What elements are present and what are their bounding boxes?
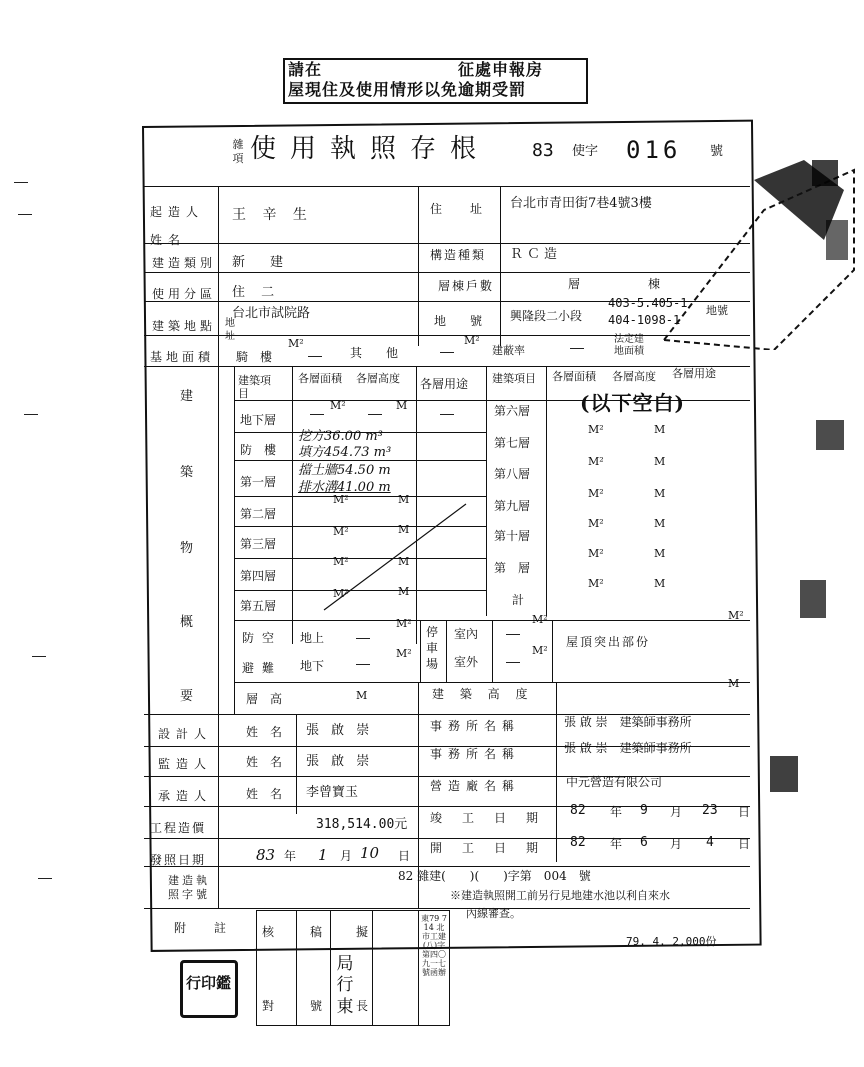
adjacent-page-mark (812, 160, 838, 186)
rule (144, 806, 750, 807)
unit-m2: M² (532, 644, 548, 657)
rule (234, 682, 750, 683)
contractor-office-label: 營造廠名稱 (430, 779, 521, 793)
rule (418, 186, 419, 346)
margin-mark (18, 214, 32, 215)
building-type-value: 新 建 (232, 255, 290, 270)
issue-label: 發照日期 (150, 853, 207, 867)
applicant-label: 起造人姓名 (150, 205, 205, 247)
adjacent-page-mark (816, 420, 844, 450)
issue-d: 日 (398, 849, 411, 863)
cost-value: 318,514.00元 (316, 817, 408, 832)
unit-m2: M² (728, 609, 744, 622)
section-char-2: 築 (180, 465, 194, 480)
supervisor-role: 監造人 (158, 757, 213, 771)
other-unit: M² (464, 334, 480, 347)
complete-m: 月 (670, 805, 683, 819)
rule (486, 366, 487, 616)
floors-header-area: 各層面積 (298, 372, 342, 385)
issue-day: 10 (360, 844, 380, 862)
arcade-unit: M² (288, 337, 304, 350)
unit-m: M (398, 493, 410, 506)
rule (420, 620, 421, 682)
other-label: 其 他 (350, 346, 405, 360)
other-blank (440, 352, 454, 353)
right-floor-6: 第 層 (494, 561, 531, 575)
header-series: 使字 (572, 144, 599, 159)
rule (234, 400, 750, 401)
floors-unit: 層 (568, 277, 581, 291)
page-title: 使用執照存根 (250, 134, 491, 164)
unit-m2: M² (588, 487, 604, 500)
arcade-label: 騎 樓 (236, 350, 273, 364)
approval-col-1: 核 (262, 925, 275, 939)
complete-month: 9 (640, 803, 648, 818)
adjacent-page-mark (800, 580, 826, 618)
roof-label: 屋頂突出部份 (566, 635, 651, 649)
left-floor-3: 第一層 (240, 475, 277, 489)
unit-m: M (654, 517, 666, 530)
floors-header-item: 建築項目 (238, 374, 271, 400)
rule (292, 366, 293, 644)
parking-label: 停車場 (426, 625, 439, 671)
adjacent-page-mark (770, 756, 798, 792)
structure-label: 構造種類 (430, 248, 487, 262)
notice-line-2: 屋現住及使用情形以免逾期受罰 (288, 80, 527, 99)
unit-m: M (654, 547, 666, 560)
contractor-name-label: 姓 名 (246, 787, 283, 801)
base-area-label: 基地面積 (150, 350, 215, 364)
unit-m2: M² (333, 587, 349, 600)
floors-header-height-2: 各層高度 (612, 370, 656, 383)
right-floor-4: 第九層 (494, 499, 531, 513)
margin-mark (32, 656, 46, 657)
left-floor-6: 第四層 (240, 569, 277, 583)
section-char-3: 物 (180, 541, 194, 556)
unit-m: M (398, 555, 410, 568)
notice-line-1: 請在 征處申報房 (288, 60, 544, 79)
permit-label: 建造執照字號 (168, 874, 210, 901)
unit-m2: M² (588, 577, 604, 590)
issue-y: 年 (284, 849, 297, 863)
rule (552, 620, 553, 682)
rule (492, 620, 493, 682)
applicant-address: 台北市青田街7巷4號3樓 (510, 196, 652, 211)
approval-col-3: 擬 (356, 925, 369, 939)
lot-label: 地 號 (434, 314, 489, 328)
rule (556, 682, 557, 862)
margin-mark (14, 182, 28, 183)
coverage-label: 建蔽率 (492, 344, 525, 357)
supervisor-name: 張 啟 崇 (306, 754, 374, 769)
complete-label: 竣 工 日 期 (430, 811, 543, 825)
rule (144, 838, 750, 839)
supervisor-office-label: 事務所名稱 (430, 747, 521, 761)
designer-office-label: 事務所名稱 (430, 719, 521, 733)
floors-header-use: 各層用途 (420, 377, 469, 391)
margin-mark (38, 878, 52, 879)
start-m: 月 (670, 837, 683, 851)
rule (144, 908, 750, 909)
unit-m2: M² (333, 555, 349, 568)
left-floor-5: 第三層 (240, 537, 277, 551)
floors-header-area-2: 各層面積 (552, 370, 596, 383)
complete-year: 82 (570, 803, 586, 818)
lot-section: 興隆段二小段 (510, 309, 583, 323)
unit-m2: M² (330, 399, 346, 412)
total-height-value: M (356, 689, 368, 702)
site-small: 地址 (225, 318, 235, 342)
bldg-height-label: 建 築 高 度 (432, 687, 534, 701)
unit-m: M (654, 487, 666, 500)
site-label: 建築地點 (152, 319, 217, 333)
right-floor-7: 計 (512, 593, 525, 607)
unit-m2: M² (532, 613, 548, 626)
section-char-5: 要 (180, 689, 194, 704)
header-suffix: 號 (710, 144, 724, 159)
left-floor-4: 第二層 (240, 507, 277, 521)
margin-mark (24, 414, 38, 415)
lot-suffix: 地號 (706, 304, 728, 317)
rule (218, 186, 219, 908)
approval-bottom-1: 對 (262, 999, 275, 1013)
designer-name-label: 姓 名 (246, 725, 283, 739)
unit-m: M (654, 423, 666, 436)
complete-y: 年 (610, 805, 623, 819)
start-y: 年 (610, 837, 623, 851)
remark-note-1: ※建造執照開工前另行見地建水池以利自來水 (450, 889, 670, 902)
start-month: 6 (640, 835, 648, 850)
permit-value: 82 雜建( )( )字第 004 號 (398, 869, 591, 883)
site-value: 台北市試院路 (232, 306, 311, 321)
start-day: 4 (706, 835, 714, 850)
rule (500, 186, 501, 346)
blank (356, 638, 370, 639)
use-zone-label: 使用分區 (152, 287, 217, 301)
floors-header-height: 各層高度 (356, 372, 400, 385)
start-label: 開 工 日 期 (430, 841, 543, 855)
designer-role: 設計人 (158, 727, 213, 741)
coverage-blank (570, 348, 584, 349)
unit-m2: M² (588, 455, 604, 468)
issue-m: 月 (340, 849, 353, 863)
rule (546, 366, 547, 616)
contractor-name: 李曾寶玉 (306, 785, 359, 800)
rule (234, 460, 486, 461)
arcade-blank (308, 356, 322, 357)
blank (368, 414, 382, 415)
blank (506, 634, 520, 635)
rule (446, 620, 447, 682)
contractor-role: 承造人 (158, 789, 213, 803)
rule (234, 366, 235, 714)
blank-stamp: (以下空白) (580, 391, 685, 415)
shelter-label-top: 防空 (242, 631, 283, 645)
lot-number-1: 403-5.405-1 (608, 296, 688, 310)
structure-value: ＲＣ造 (510, 247, 562, 262)
unit-m2: M² (333, 525, 349, 538)
remark-label: 附 註 (174, 921, 235, 935)
rule (234, 496, 486, 497)
issue-year: 83 (256, 846, 276, 864)
unit-m: M (398, 585, 410, 598)
unit-m2: M² (396, 617, 412, 630)
section-char-1: 建 (180, 389, 194, 404)
remark-note-2: 內線審查。 (466, 907, 521, 920)
right-floor-1: 第六層 (494, 404, 531, 418)
bldg-height-unit: M (728, 677, 740, 690)
parking-indoor: 室內 (454, 627, 479, 641)
rule (296, 714, 297, 814)
start-year: 82 (570, 835, 586, 850)
handwritten-wall: 擋土牆54.50 m (298, 463, 391, 478)
rule (418, 910, 419, 1026)
parking-outdoor: 室外 (454, 655, 479, 669)
blank (356, 664, 370, 665)
header-number: 016 (626, 136, 682, 164)
blank (310, 414, 324, 415)
applicant-name: 王 辛 生 (232, 207, 313, 223)
handwritten-cut: 挖方36.00 m³ (298, 429, 383, 444)
blank (506, 662, 520, 663)
approval-bottom-2: 號 (310, 999, 323, 1013)
approval-stamp: 局 行 東 (336, 954, 354, 1017)
right-floor-3: 第八層 (494, 467, 531, 481)
complete-d: 日 (738, 805, 751, 819)
blank (440, 414, 454, 415)
shelter-label-bottom: 避難 (242, 661, 283, 675)
shelter-below: 地下 (300, 659, 325, 673)
issue-month: 1 (318, 846, 328, 864)
supervisor-office: 張 啟 崇 建築師事務所 (564, 741, 692, 755)
seal-text: 行印鑑 (186, 974, 232, 992)
unit-m: M (654, 455, 666, 468)
bldg-unit: 棟 (648, 277, 661, 291)
unit-m2: M² (396, 647, 412, 660)
left-floor-2: 防 樓 (240, 443, 277, 457)
start-d: 日 (738, 837, 751, 851)
lot-number-2: 404-1098-1 (608, 313, 681, 327)
section-char-4: 概 (180, 615, 194, 630)
supervisor-name-label: 姓 名 (246, 755, 283, 769)
contractor-office: 中元營造有限公司 (566, 775, 663, 789)
approval-bottom-3: 長 (356, 999, 369, 1013)
approval-col-2: 稿 (310, 925, 323, 939)
right-floor-5: 第十層 (494, 529, 531, 543)
unit-m2: M² (588, 423, 604, 436)
unit-m2: M² (333, 493, 349, 506)
building-type-label: 建造類別 (152, 256, 217, 270)
header-year: 83 (532, 140, 554, 161)
approval-right-text: 東79 7 14 北市工建(八)字第四〇九一七號函辦 (421, 914, 447, 977)
unit-m2: M² (588, 517, 604, 530)
floors-label: 層棟戶數 (438, 279, 495, 293)
unit-m: M (654, 577, 666, 590)
designer-office: 張 啟 崇 建築師事務所 (564, 715, 692, 729)
print-code: 79. 4. 2,000份 (626, 935, 717, 948)
address-label: 住 址 (430, 202, 491, 216)
handwritten-drain: 排水溝41.00 m (298, 480, 391, 495)
floors-header-use-2: 各層用途 (672, 367, 716, 380)
cost-label: 工程造價 (150, 821, 207, 835)
use-zone-value: 住 二 (232, 285, 281, 300)
total-height-label: 層 高 (246, 692, 283, 706)
unit-m: M (396, 399, 408, 412)
right-floor-2: 第七層 (494, 436, 531, 450)
strike-line (320, 500, 470, 615)
unit-m2: M² (588, 547, 604, 560)
legal-height-label: 法定建地面積 (614, 334, 644, 357)
left-floor-7: 第五層 (240, 599, 277, 613)
rule (372, 910, 373, 1026)
complete-day: 23 (702, 803, 718, 818)
unit-m: M (398, 523, 410, 536)
floors-header-item-2: 建築項目 (492, 372, 536, 385)
shelter-above: 地上 (300, 631, 325, 645)
rule (144, 866, 750, 867)
handwritten-fill: 填方454.73 m³ (298, 445, 392, 460)
header-small-label: 雜項 (232, 138, 244, 165)
adjacent-page-mark (826, 220, 848, 260)
left-floor-1: 地下層 (240, 413, 277, 427)
rule (296, 910, 297, 1026)
rule (330, 910, 331, 1026)
designer-name: 張 啟 崇 (306, 723, 374, 738)
